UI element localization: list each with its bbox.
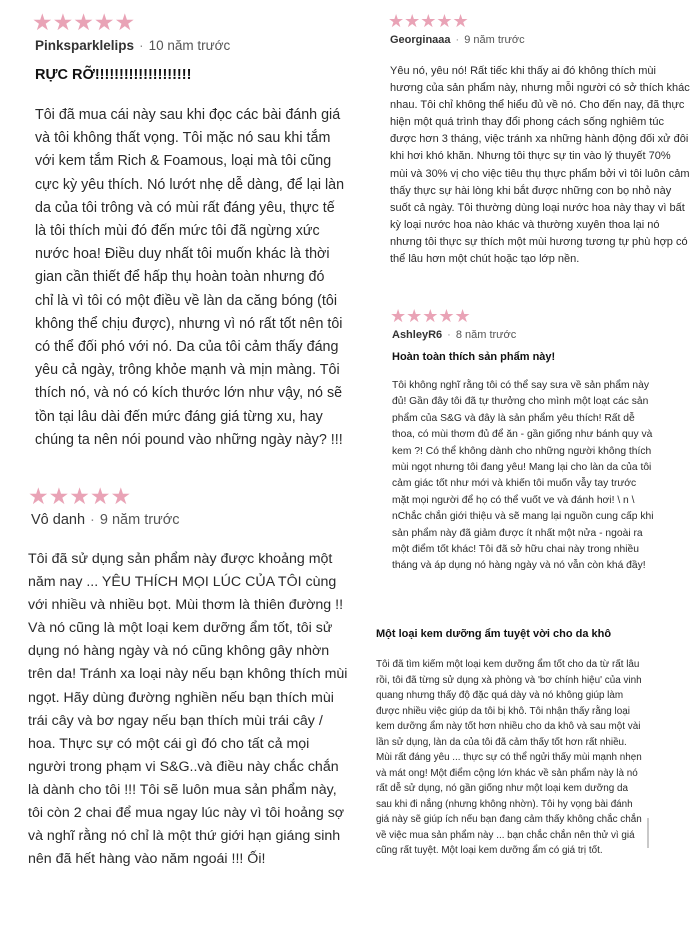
review-time: 8 năm trước [455,329,517,341]
review-card [0,474,352,928]
review-title: RỰC RỠ!!!!!!!!!!!!!!!!!!!! [35,67,192,83]
review-time: 9 năm trước [99,512,180,528]
review-title: Một loại kem dưỡng ẩm tuyệt vời cho da khô [376,628,612,640]
star-rating-icon: ★★★★★ [388,11,469,31]
review-meta: Georginaaa · 9 năm trước [390,34,525,46]
review-time: 9 năm trước [464,34,525,46]
author-name[interactable]: Pinksparklelips [35,38,135,53]
review-meta: Vô danh · 9 năm trước [31,512,180,528]
author-name[interactable]: Vô danh [31,512,86,528]
review-time: 10 năm trước [148,38,231,53]
review-title: Hoàn toàn thích sản phẩm này! [392,351,556,363]
review-meta: Pinksparklelips · 10 năm trước [35,38,231,53]
review-body: Tôi đã mua cái này sau khi đọc các bài đánh giá và tôi không thất vọng. Tôi mặc nó sau khi tắm với kem tắm Rich & Foamous, loại mà tôi cũng cực kỳ yêu thích. Nó lướt nhẹ dễ dàng, để lại làn da của tôi trông và có mùi rất đáng yêu, thực tế là tôi thích mùi đó đến mức tôi đã ngừng xức nước hoa! Điều duy nhất tôi muốn khác là thời gian cần thiết để hấp thụ hoàn toàn nhưng đó chỉ là vì tôi có một điều về làn da căng bóng (tôi không thể chịu được), nhưng vì nó rất tốt nên tôi có thể đối phó với nó. Da của tôi cảm thấy đáng yêu cả ngày, trông khỏe mạnh và mịn màng. Tôi thích nó, và nó có kích thước lớn như vậy, nó sẽ tồn tại lâu dài đến mức đáng giá từng xu, hay chúng ta nên nói pound vào những ngày này? !!! [35,107,345,448]
review-body: Tôi đã tìm kiếm một loại kem dưỡng ẩm tốt cho da từ rất lâu rồi, tôi đã từng sử dụng xà phòng và 'bơ chính hiệu' của vinh quang nhưng thấy độ đặc quá dày và nó không giúp làm được nhiều việc giúp da tôi bị khô. Tôi nhận thấy rằng loại kem dưỡng ẩm này tốt hơn nhiều cho da khô và sau một vài lần sử dụng, làn da của tôi đã cảm thấy tốt hơn rất nhiều. Mùi rất đáng yêu ... thực sự có thể ngửi thấy mùi mạnh nhẹn và mát ong! Một điểm cộng lớn khác về sản phẩm này là nó rất dễ sử dụng, nó gần giống như một loại kem dưỡng da sau khi đi nắng (nhưng không nhờn). Tôi hy vọng bài đánh giá này sẽ giúp ích nếu bạn đang cảm thấy không chắc chắn về việc mua sản phẩm này ... bạn chắc chắn nên thử vì giá cũng rất tuyệt. Một loại kem dưỡng ẩm có giá trị tốt. [376,659,642,856]
review-meta: AshleyR6 · 8 năm trước [392,329,517,341]
review-body: Tôi đã sử dụng sản phẩm này được khoảng một năm nay ... YÊU THÍCH MỌI LÚC CỦA TÔI cùng với nhiều và nhiều bọt. Mùi thơm là thiên đường !! Và nó cũng là một loại kem dưỡng ẩm tốt, tôi sử dụng nó hàng ngày và nó cũng không gây nhờn trên da! Tránh xa loại này nếu bạn không thích mùi ngọt. Hãy dùng đường nghiền nếu bạn thích mùi trái cây và bơ ngay nếu bạn thích mùi trái cây / hoa. Thực sự có một cái gì đó cho tất cả mọi người trong phạm vi S&G..và điều này chắc chắn là dành cho tôi !!! Tôi sẽ luôn mua sản phẩm này, tôi còn 2 chai để mua ngay lúc này vì tôi hoảng sợ và nghĩ rằng nó chỉ là một thứ giới hạn giáng sinh nên đã hết hàng vào năm ngoái !!! Ối! [28,551,348,868]
star-rating-icon: ★★★★★ [28,483,132,509]
review-card [0,0,352,470]
review-body: Tôi không nghĩ rằng tôi có thể say sưa về sản phẩm này đủ! Gần đây tôi đã tự thưởng cho mình một loạt các sản phẩm của S&G và đây là sản phẩm yêu thích! Rất dễ thoa, có mùi thơm đủ để ăn - gần giống như bánh quy và kem ?! Có thể không dành cho những người không thích mùi ngọt nhưng tôi đang yêu! Mang lại cho làn da của tôi cảm giác tốt như mới và khiến tôi muốn vẫy tay trước mặt mọi người để họ có thể vuốt ve và đánh hơi! \ n \ nChắc chắn giới thiệu và sẽ mang lại nguồn cung cấp khi sản phẩm này đã giảm được ít nhất một nửa - ngoài ra một điểm tốt khác! Tôi đã sở hữu chai này trong nhiều tháng và áp dụng nó hàng ngày và nó vẫn còn khá đầy! [392,380,654,572]
author-name[interactable]: Georginaaa [390,34,451,46]
author-name[interactable]: AshleyR6 [392,329,443,341]
review-body: Yêu nó, yêu nó! Rất tiếc khi thấy ai đó không thích mùi hương của sản phẩm này, nhưng mỗi người có sở thích khác nhau. Tôi chỉ không thể hiểu đủ về nó. Cho đến nay, đã thực hiện một quá trình thay đổi phong cách sống nghiêm túc được hơn 3 tháng, việc tránh xa những hành động đối xử đôi khi hơi khó khăn. Nhưng tôi thực sự tin vào lý thuyết 70% mùi và 30% vị cho việc tiêu thụ thực phẩm bởi vì tôi luôn cảm thấy thực sự hài lòng khi bắt được những con bọ nhỏ này suốt cả ngày. Tôi thường dùng loại nước hoa này thay vì bất kỳ loại nước hoa nào khác và thường xuyên thoa lại nó nhưng tôi thực sự thích một mùi hương tương tự phù hợp có thể lâu hơn một chút hoặc tạo lớp nền. [390,65,690,266]
review-column [364,0,696,928]
star-rating-icon: ★★★★★ [32,9,136,35]
star-rating-icon: ★★★★★ [390,306,471,326]
scrollbar[interactable] [647,818,649,848]
